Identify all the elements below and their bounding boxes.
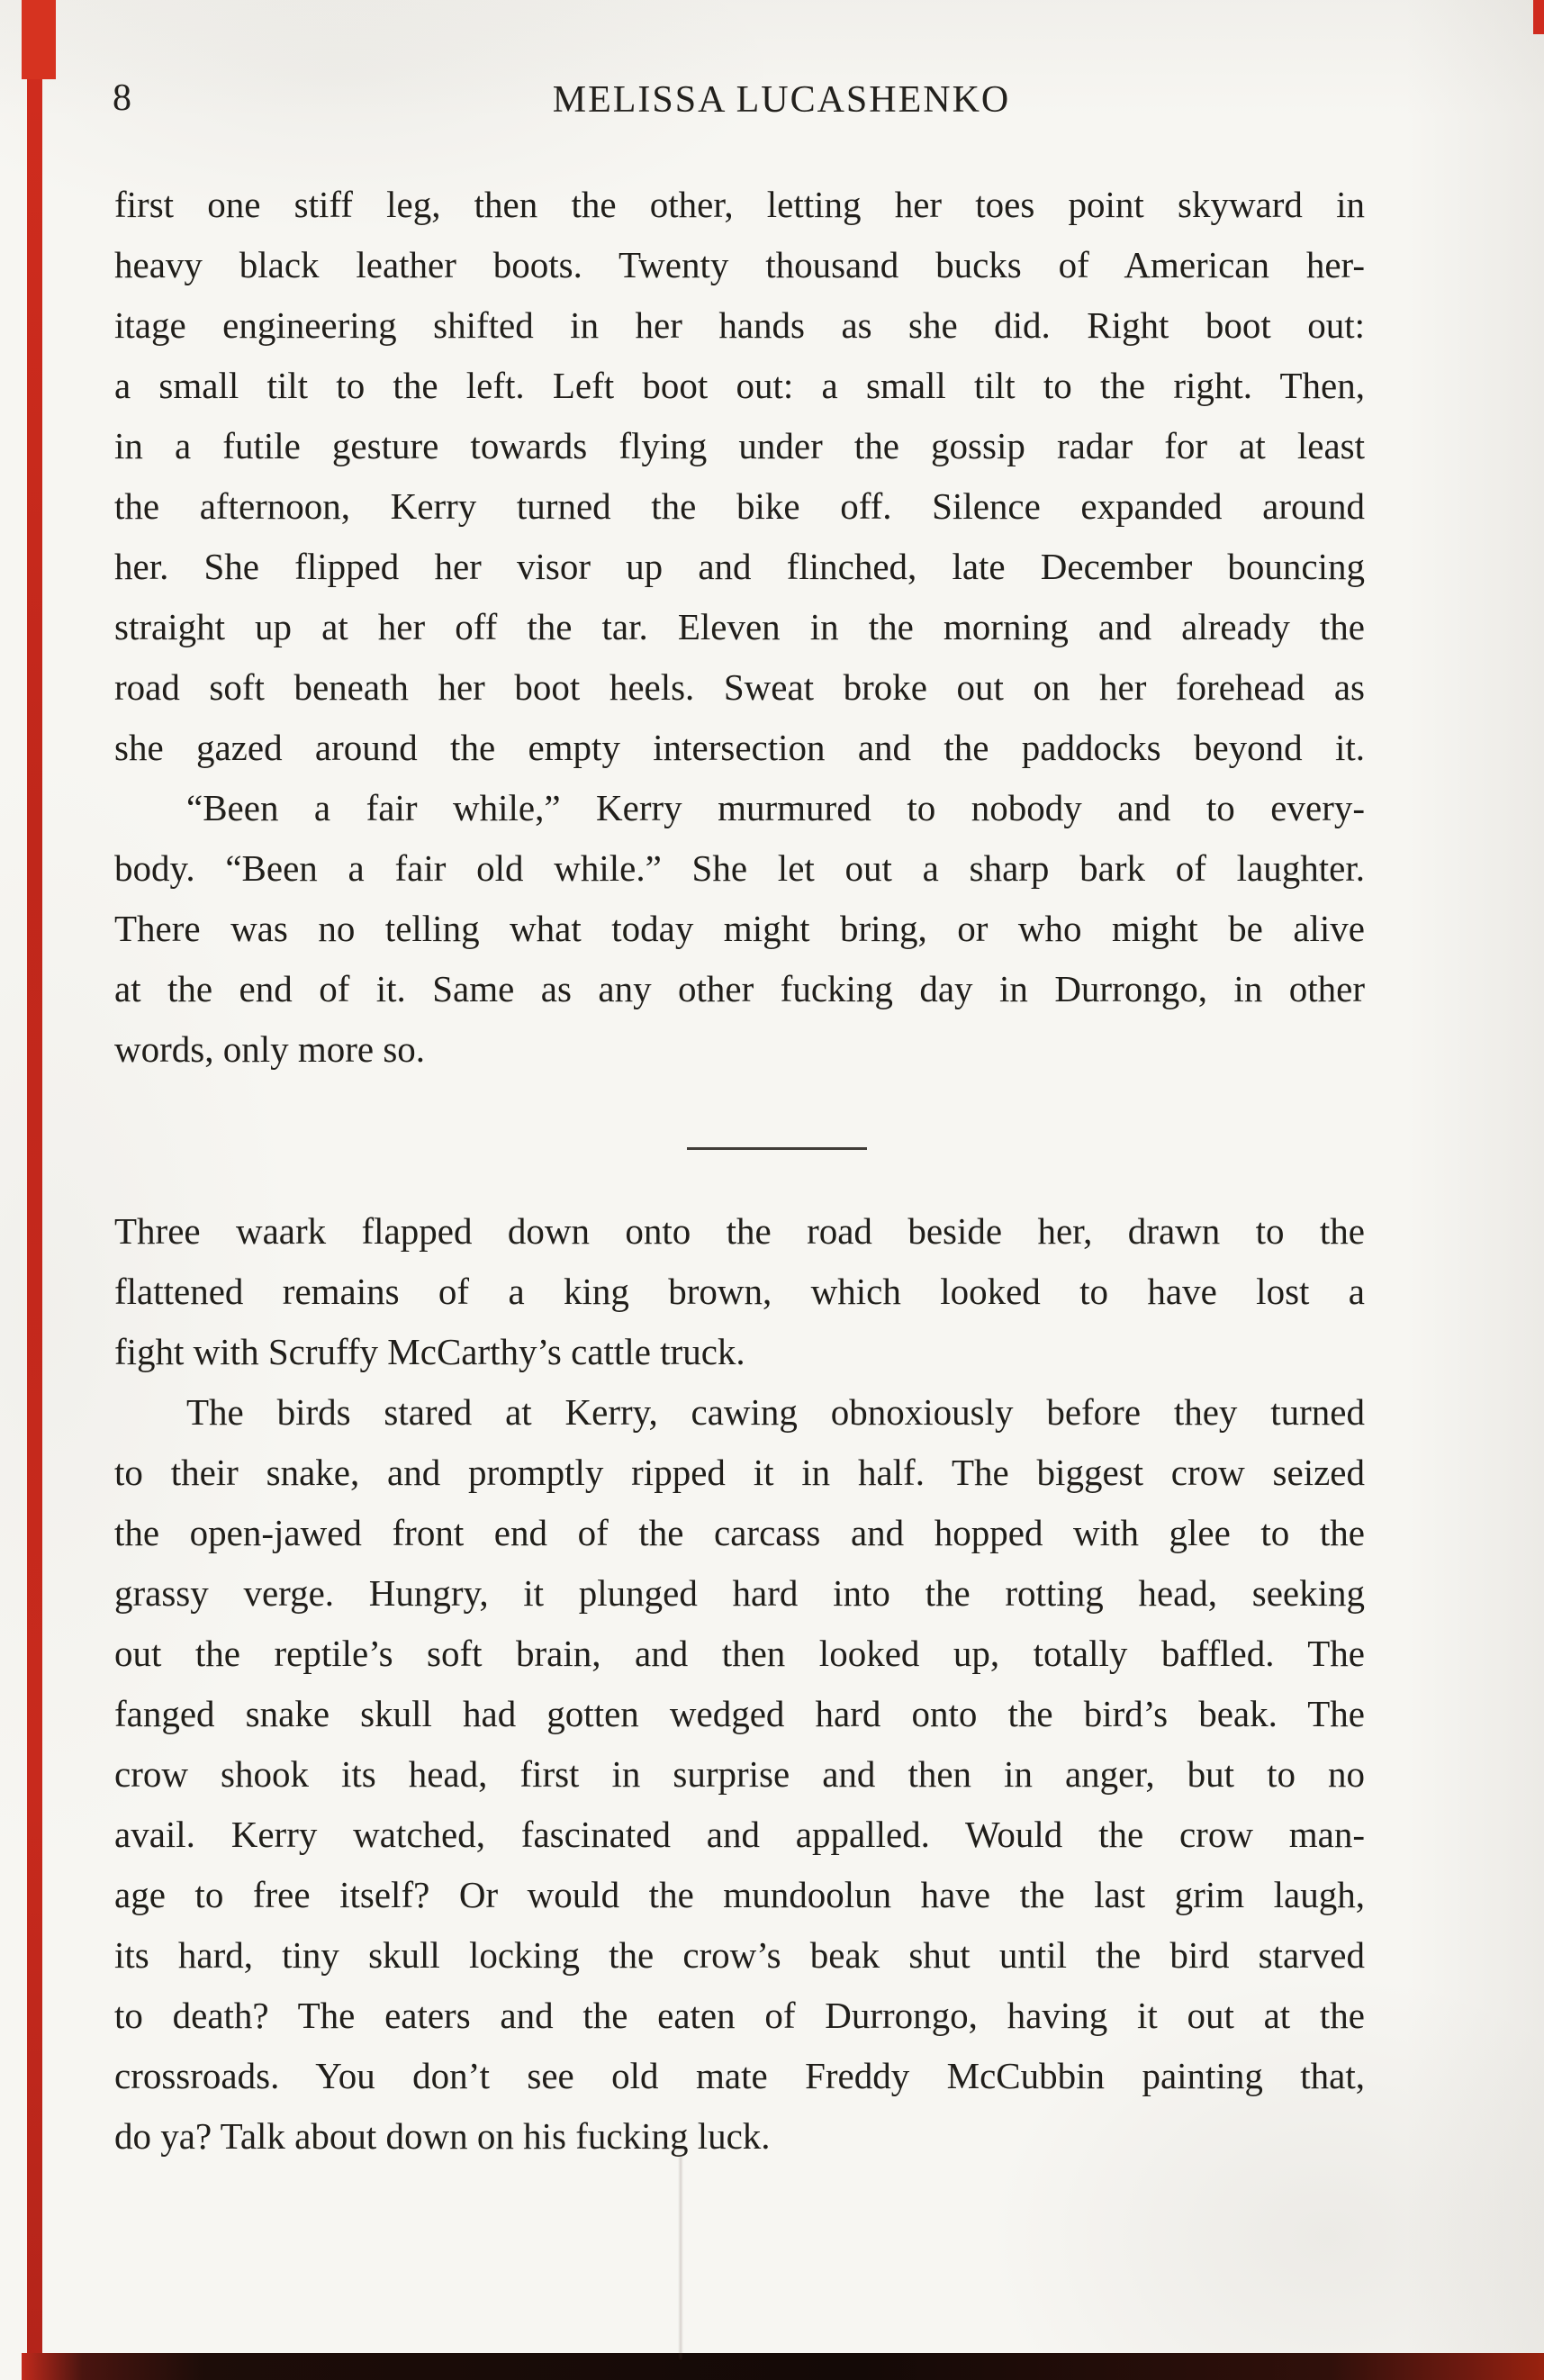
text-line: itage engineering shifted in her hands as she did. Right boot out: (114, 304, 1365, 346)
body-text (114, 175, 1365, 2167)
running-header: MELISSA LUCASHENKO (552, 79, 1011, 121)
text-line: fanged snake skull had gotten wedged hard onto the bird’s beak. The (114, 1693, 1365, 1734)
text-line: There was no telling what today might bring, or who might be alive (114, 908, 1365, 949)
text-line: at the end of it. Same as any other fucking day in Durrongo, in other (114, 968, 1365, 1009)
text-line: heavy black leather boots. Twenty thousand bucks of American her- (114, 244, 1365, 285)
section-break-divider (687, 1147, 867, 1150)
scan-edge-topright-red-sliver (1533, 0, 1544, 34)
text-line: in a futile gesture towards flying under the gossip radar for at least (114, 425, 1365, 466)
text-line: fight with Scruffy McCarthy’s cattle truck. (114, 1331, 745, 1372)
text-line: out the reptile’s soft brain, and then looked up, totally baffled. The (114, 1633, 1365, 1674)
page-header (0, 77, 1544, 131)
text-line: “Been a fair while,” Kerry murmured to nobody and to every- (186, 787, 1365, 828)
text-line: to their snake, and promptly ripped it in half. The biggest crow seized (114, 1452, 1365, 1493)
scan-edge-left-red-stripe (27, 0, 42, 2380)
text-line: The birds stared at Kerry, cawing obnoxiously before they turned (186, 1391, 1365, 1433)
text-line: its hard, tiny skull locking the crow’s beak shut until the bird starved (114, 1934, 1365, 1976)
text-line: crow shook its head, first in surprise and then in anger, but to no (114, 1753, 1365, 1795)
text-line: do ya? Talk about down on his fucking luck. (114, 2115, 771, 2157)
text-section-1 (114, 175, 1365, 1080)
text-line: age to free itself? Or would the mundoolun have the last grim laugh, (114, 1874, 1365, 1915)
text-line: grassy verge. Hungry, it plunged hard into the rotting head, seeking (114, 1572, 1365, 1614)
scan-edge-bottom-dark-bar (22, 2353, 1544, 2380)
text-line: flattened remains of a king brown, which looked to have lost a (114, 1271, 1365, 1312)
page-number: 8 (113, 77, 131, 119)
text-section-2 (114, 1201, 1365, 2167)
text-line: body. “Been a fair old while.” She let out a sharp bark of laughter. (114, 847, 1365, 889)
text-line: crossroads. You don’t see old mate Freddy McCubbin painting that, (114, 2055, 1365, 2096)
text-line: first one stiff leg, then the other, letting her toes point skyward in (114, 184, 1365, 225)
text-line: she gazed around the empty intersection and the paddocks beyond it. (114, 727, 1365, 768)
text-line: words, only more so. (114, 1028, 426, 1070)
scan-edge-topleft-red-block (22, 0, 56, 79)
text-line: road soft beneath her boot heels. Sweat broke out on her forehead as (114, 666, 1365, 708)
text-line: Three waark flapped down onto the road beside her, drawn to the (114, 1210, 1365, 1252)
text-line: her. She flipped her visor up and flinched, late December bouncing (114, 546, 1365, 587)
text-line: straight up at her off the tar. Eleven in the morning and already the (114, 606, 1365, 647)
text-line: to death? The eaters and the eaten of Durrongo, having it out at the (114, 1995, 1365, 2036)
text-line: the open-jawed front end of the carcass and hopped with glee to the (114, 1512, 1365, 1553)
text-line: a small tilt to the left. Left boot out: a small tilt to the right. Then, (114, 365, 1365, 406)
text-line: avail. Kerry watched, fascinated and appalled. Would the crow man- (114, 1814, 1365, 1855)
text-line: the afternoon, Kerry turned the bike off. Silence expanded around (114, 485, 1365, 527)
scan-crease-mark (680, 2157, 682, 2359)
